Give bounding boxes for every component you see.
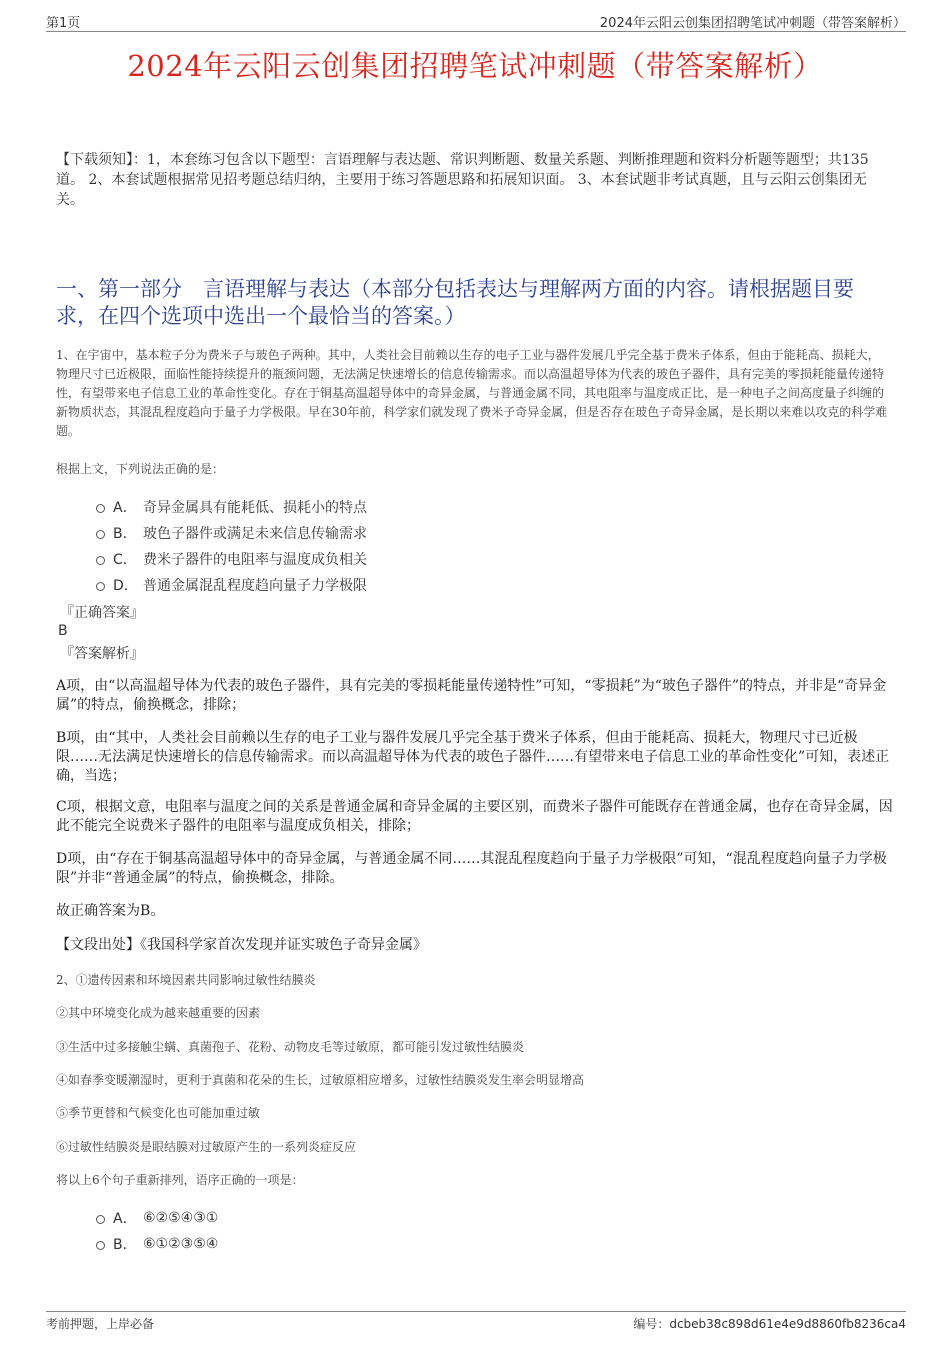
option-text: 奇异金属具有能耗低、损耗小的特点 [143, 500, 367, 516]
footer-slogan: 考前押题，上岸必备 [46, 1317, 155, 1331]
option-text: ⑥②⑤④③① [143, 1210, 219, 1226]
option-letter: B． [113, 1237, 137, 1253]
radio-icon[interactable] [96, 1215, 105, 1224]
question-2-prompt: 将以上6个句子重新排列，语序正确的一项是： [56, 1173, 304, 1187]
analysis-a: A项，由“以高温超导体为代表的玻色子器件，具有完美的零损耗能量传递特性”可知，“零损耗”为“玻色子器件”的特点，并非是“奇异金属”的特点，偷换概念，排除； [56, 678, 887, 713]
analysis-c: C项，根据文意，电阻率与温度之间的关系是普通金属和奇异金属的主要区别，而费米子器件可能既存在普通金属，也存在奇异金属，因此不能完全说费米子器件的电阻率与温度成负相关，排除； [56, 799, 893, 834]
radio-icon[interactable] [96, 582, 105, 591]
q1-option-d[interactable] [96, 575, 367, 595]
code-label: 编号： [633, 1317, 670, 1331]
header-doc-title: 2024年云阳云创集团招聘笔试冲刺题（带答案解析） [599, 16, 906, 31]
option-text: 普通金属混乱程度趋向量子力学极限 [143, 578, 367, 594]
q2-line: ③生活中过多接触尘螨、真菌孢子、花粉、动物皮毛等过敏原，都可能引发过敏性结膜炎 [56, 1040, 525, 1054]
radio-icon[interactable] [96, 504, 105, 513]
option-text: 费米子器件的电阻率与温度成负相关 [143, 552, 367, 568]
option-text: ⑥①②③⑤④ [143, 1236, 219, 1252]
option-letter: B． [113, 526, 137, 542]
code-value: dcbeb38c898d61e4e9d8860fb8236ca4 [669, 1317, 906, 1331]
q2-line: 2、①遗传因素和环境因素共同影响过敏性结膜炎 [56, 973, 316, 987]
footer-divider [46, 1311, 906, 1312]
correct-answer: B [58, 623, 68, 639]
option-letter: A． [113, 1211, 137, 1227]
question-1-stem: 1、在宇宙中，基本粒子分为费米子与玻色子两种。其中，人类社会目前赖以生存的电子工业与器件发展几乎完全基于费米子体系，但由于能耗高、损耗大，物理尺寸已近极限，面临性能持续提升的瓶颈问题，无法满足快速增长的信息传输需求。而以高温超导体为代表的玻色子器件，具有完美的零损耗能量传递特性，有望带来电子信息工业的革命性变化。存在于铜基高温超导体中的奇异金属，与普通金属不同，其电阻率与温度成正比，是一种电子之间高度量子纠缠的新物质状态，其混乱程度趋向于量子力学极限。早在30年前，科学家们就发现了费米子奇异金属，但是否存在玻色子奇异金属，是长期以来难以攻克的科学难题。 [56, 348, 888, 438]
option-letter: C． [113, 552, 137, 568]
source-citation: 【文段出处】《我国科学家首次发现并证实玻色子奇异金属》 [56, 937, 427, 953]
conclusion: 故正确答案为B。 [56, 903, 165, 919]
q2-line: ④如春季变暖潮湿时，更利于真菌和花朵的生长，过敏原相应增多，过敏性结膜炎发生率会明显增高 [56, 1073, 585, 1087]
q1-option-c[interactable] [96, 549, 367, 569]
analysis-d: D项，由“存在于铜基高温超导体中的奇异金属，与普通金属不同……其混乱程度趋向于量子力学极限”可知，“混乱程度趋向量子力学极限”并非“普通金属”的特点，偷换概念，排除。 [56, 851, 887, 886]
option-letter: D． [113, 578, 138, 594]
option-letter: A． [113, 500, 137, 516]
document-title: 2024年云阳云创集团招聘笔试冲刺题（带答案解析） [127, 49, 823, 83]
radio-icon[interactable] [96, 1241, 105, 1250]
download-notice: 【下载须知】：1，本套练习包含以下题型：言语理解与表达题、常识判断题、数量关系题、判断推理题和资料分析题等题型；共135道。 2、本套试题根据常见招考题总结归纳，主要用于练习答题思路和拓展知识面。 3、本套试题非考试真题，且与云阳云创集团无关。 [56, 152, 869, 208]
question-1-prompt: 根据上文，下列说法正确的是： [56, 462, 225, 476]
q2-line: ②其中环境变化成为越来越重要的因素 [56, 1006, 261, 1020]
footer-code [633, 1315, 906, 1332]
q2-option-b[interactable] [96, 1234, 218, 1254]
option-text: 玻色子器件或满足未来信息传输需求 [143, 526, 367, 542]
analysis-label: 『答案解析』 [60, 646, 144, 662]
q1-option-b[interactable] [96, 523, 367, 543]
q2-line: ⑤季节更替和气候变化也可能加重过敏 [56, 1106, 261, 1120]
analysis-b: B项，由“其中，人类社会目前赖以生存的电子工业与器件发展几乎完全基于费米子体系，但由于能耗高、损耗大，物理尺寸已近极限……无法满足快速增长的信息传输需求。而以高温超导体为代表的玻色子器件……有望带来电子信息工业的革命性变化”可知，表述正确，当选； [56, 730, 890, 784]
page-number: 第1页 [46, 16, 81, 31]
radio-icon[interactable] [96, 530, 105, 539]
correct-answer-label: 『正确答案』 [60, 605, 144, 621]
q1-option-a[interactable] [96, 497, 367, 517]
section-heading: 一、第一部分 言语理解与表达（本部分包括表达与理解两方面的内容。请根据题目要求，在四个选项中选出一个最恰当的答案。） [56, 277, 854, 328]
header-divider [46, 31, 906, 32]
radio-icon[interactable] [96, 556, 105, 565]
q2-option-a[interactable] [96, 1208, 218, 1228]
q2-line: ⑥过敏性结膜炎是眼结膜对过敏原产生的一系列炎症反应 [56, 1140, 357, 1154]
